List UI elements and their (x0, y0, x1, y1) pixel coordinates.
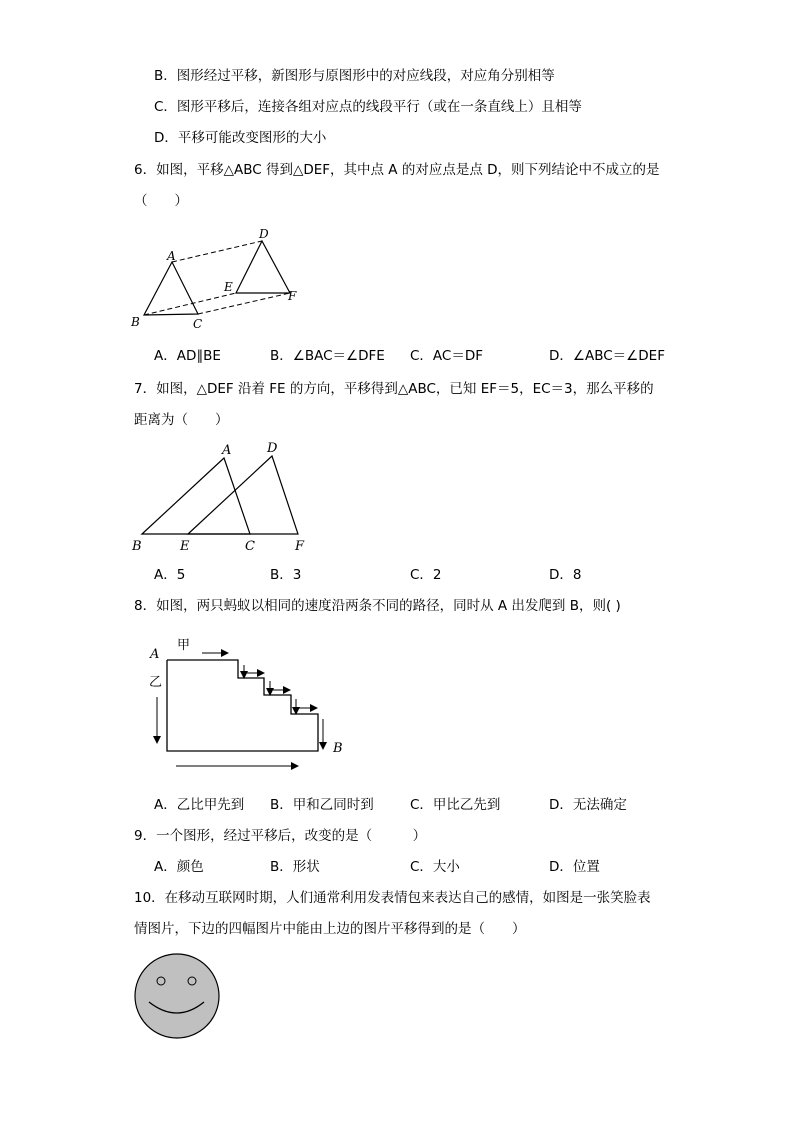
q7-text-line2: 距离为（ ） (134, 412, 229, 428)
dashed-cf (198, 293, 290, 314)
q9-text-line1: 9．一个图形，经过平移后，改变的是（ ） (134, 828, 427, 844)
q10-text-line2: 情图片，下边的四幅图片中能由上边的图片平移得到的是（ ） (134, 921, 526, 937)
label-e: E (180, 539, 190, 554)
q7-option-d: D．8 (549, 567, 582, 583)
label-c: C (245, 539, 255, 554)
label-e: E (224, 280, 233, 294)
q6-text-line1: 6．如图，平移△ABC 得到△DEF，其中点 A 的对应点是点 D，则下列结论中不成立的是 (134, 162, 660, 178)
label-a: A (167, 249, 176, 263)
q9-option-c: C．大小 (410, 859, 460, 875)
triangle-def (188, 456, 298, 534)
staircase-shape (167, 660, 318, 751)
q8-figure (140, 633, 355, 778)
q6-option-b: B．∠BAC＝∠DFE (270, 348, 385, 364)
label-c: C (193, 317, 203, 331)
q6-text-line2: （ ） (134, 193, 188, 209)
q6-option-d: D．∠ABC＝∠DEF (549, 348, 665, 364)
q7-option-a: A．5 (154, 567, 186, 583)
label-b: B (132, 539, 142, 554)
label-b: B (333, 741, 343, 756)
dashed-be (144, 293, 236, 315)
q9-option-a: A．颜色 (154, 859, 204, 875)
label-a: A (150, 647, 160, 662)
q9-option-b: B．形状 (270, 859, 320, 875)
q8-option-a: A．乙比甲先到 (154, 797, 245, 813)
q10-text-line1: 10．在移动互联网时期，人们通常利用发表情包来表达自己的感情，如图是一张笑脸表 (134, 890, 651, 906)
q8-option-d: D．无法确定 (549, 797, 627, 813)
label-f: F (288, 289, 297, 303)
q7-option-c: C．2 (410, 567, 442, 583)
smiley-face-figure (131, 950, 223, 1042)
q6-option-c: C．AC＝DF (410, 348, 484, 364)
q6-figure (128, 222, 308, 334)
label-yi: 乙 (149, 675, 163, 690)
label-b: B (131, 315, 140, 329)
option-d-prev: D．平移可能改变图形的大小 (154, 130, 327, 146)
option-c-prev: C．图形平移后，连接各组对应点的线段平行（或在一条直线上）且相等 (154, 99, 582, 115)
label-jia: 甲 (177, 638, 191, 653)
triangle-abc (142, 458, 250, 534)
q7-figure (128, 438, 318, 556)
triangle-def (236, 241, 290, 293)
label-d: D (259, 227, 269, 241)
label-d: D (267, 441, 278, 456)
q8-option-c: C．甲比乙先到 (410, 797, 501, 813)
dashed-ad (172, 241, 262, 262)
q9-option-d: D．位置 (549, 859, 600, 875)
smiley-face-circle (135, 954, 219, 1038)
label-a: A (222, 443, 232, 458)
q7-text-line1: 7．如图，△DEF 沿着 FE 的方向，平移得到△ABC，已知 EF＝5，EC＝3，那么平移的 (134, 381, 654, 397)
triangle-abc (144, 262, 198, 315)
label-f: F (295, 539, 305, 554)
option-b-prev: B．图形经过平移，新图形与原图形中的对应线段，对应角分别相等 (154, 68, 555, 84)
q8-option-b: B．甲和乙同时到 (270, 797, 374, 813)
q6-option-a: A．AD∥BE (154, 348, 221, 364)
q8-text-line1: 8．如图，两只蚂蚁以相同的速度沿两条不同的路径，同时从 A 出发爬到 B，则( ) (134, 598, 621, 614)
q7-option-b: B．3 (270, 567, 302, 583)
